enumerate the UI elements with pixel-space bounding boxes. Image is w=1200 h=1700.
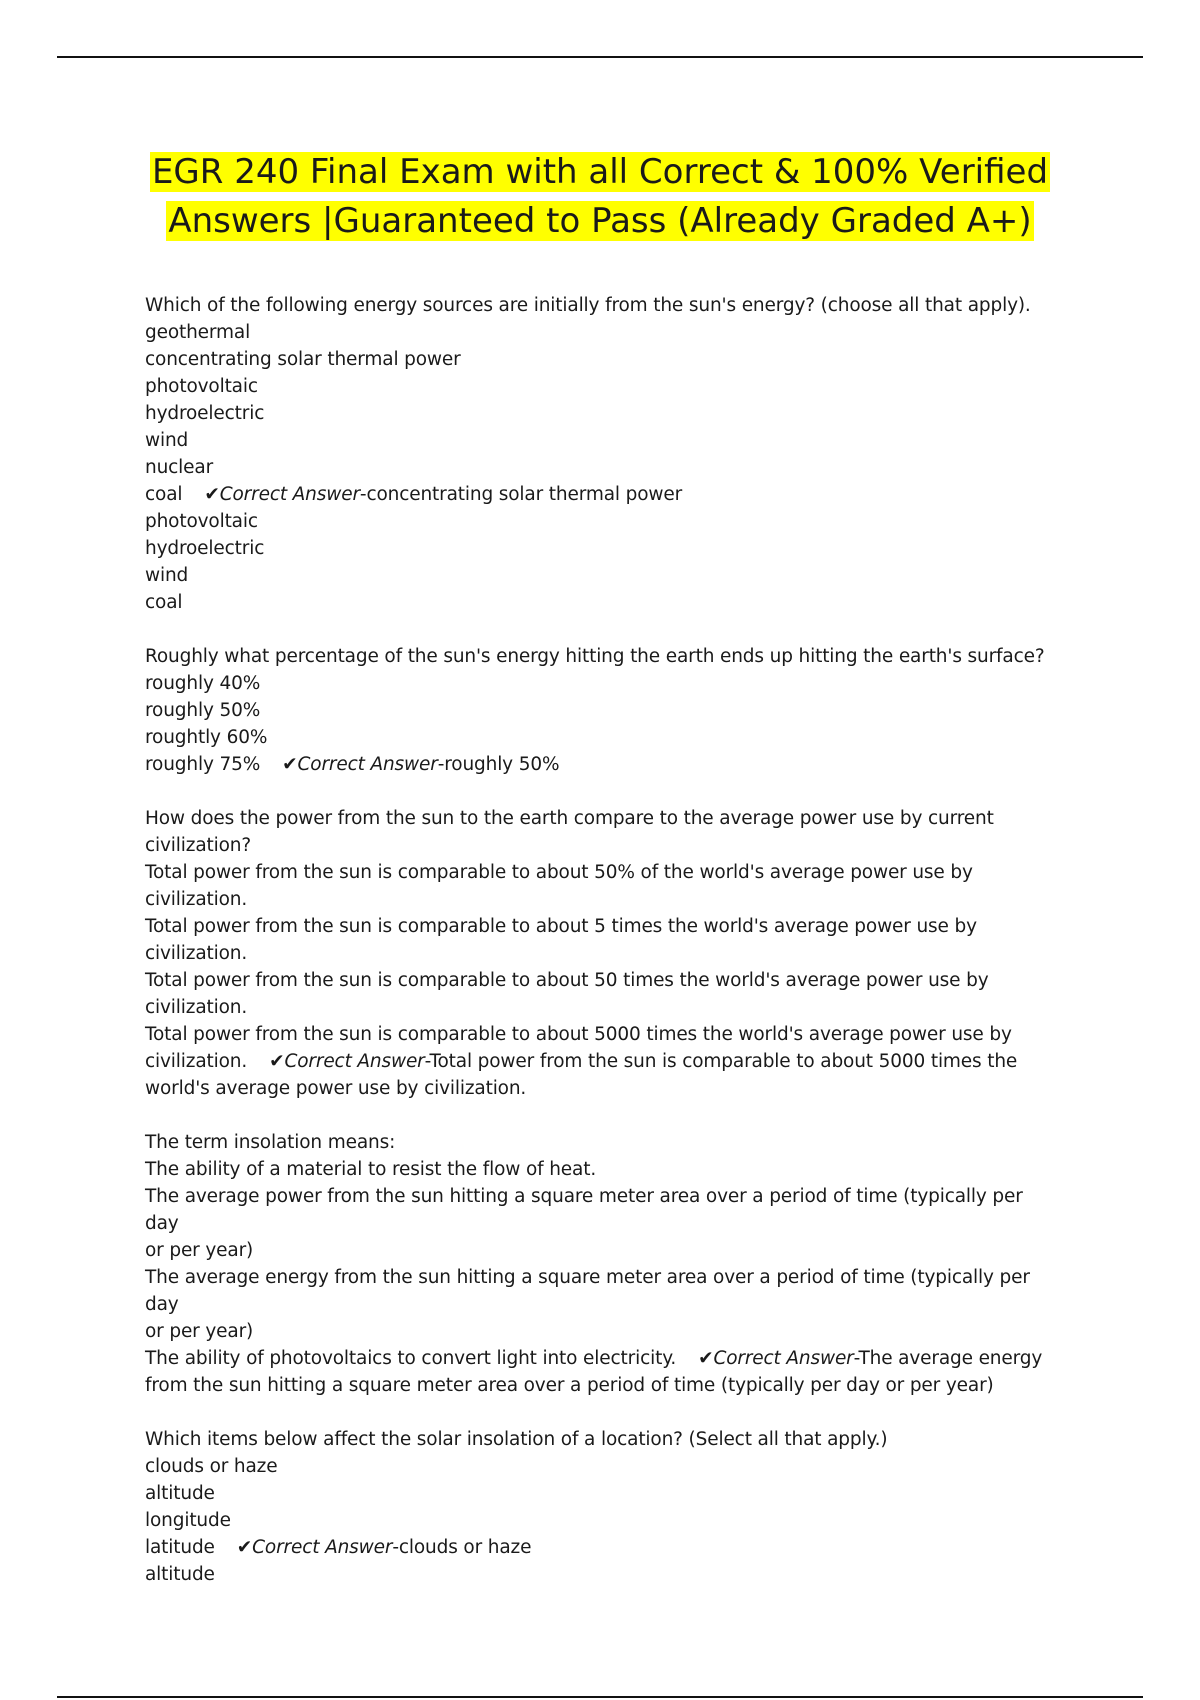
question-block-1	[145, 292, 1045, 616]
option-text: The average energy from the sun hitting a square meter area over a period of time (typically per day	[145, 1267, 1030, 1315]
question-block-2	[145, 643, 1045, 778]
option-text: concentrating solar thermal power	[145, 349, 461, 370]
option-text: hydroelectric	[145, 403, 265, 424]
question-block-4	[145, 1129, 1045, 1399]
answer-line	[145, 1345, 1045, 1372]
answer-text: from the sun hitting a square meter area over a period of time (typically per day or per year)	[145, 1375, 994, 1396]
answer-text: wind	[145, 565, 189, 586]
answer-line	[145, 751, 1045, 778]
top-rule	[57, 56, 1143, 58]
answer-text: -The average energy	[853, 1348, 1043, 1369]
option-text: The ability of photovoltaics to convert light into electricity.	[145, 1348, 677, 1369]
answer-text: -Total power from the sun is comparable to about 5000 times the	[424, 1051, 1018, 1072]
option-text: civilization.	[145, 997, 248, 1018]
answer-text: hydroelectric	[145, 538, 265, 559]
document-title	[100, 148, 1100, 246]
answer-text: photovoltaic	[145, 511, 258, 532]
option-text: The average power from the sun hitting a square meter area over a period of time (typically per day	[145, 1186, 1023, 1234]
option-text: latitude	[145, 1537, 215, 1558]
option-text: civilization.	[145, 889, 248, 910]
option-text: geothermal	[145, 322, 251, 343]
question-text: Which items below affect the solar insolation of a location? (Select all that apply.)	[145, 1429, 888, 1450]
option-text: Total power from the sun is comparable to about 5000 times the world's average power use by	[145, 1024, 1012, 1045]
option-text: coal	[145, 484, 183, 505]
option-text: longitude	[145, 1510, 231, 1531]
option-text: photovoltaic	[145, 376, 258, 397]
option-text: roughly 50%	[145, 700, 261, 721]
option-text: or per year)	[145, 1240, 254, 1261]
correct-answer-label: Correct Answer	[284, 1051, 425, 1072]
option-text: roughly 40%	[145, 673, 261, 694]
question-text: Which of the following energy sources are initially from the sun's energy? (choose all that apply).	[145, 295, 1031, 316]
option-text: civilization.	[145, 943, 248, 964]
answer-text: -concentrating solar thermal power	[359, 484, 683, 505]
question-text: How does the power from the sun to the earth compare to the average power use by current	[145, 808, 994, 829]
title-line-1: EGR 240 Final Exam with all Correct & 100% Verified	[151, 152, 1049, 192]
answer-text: coal	[145, 592, 183, 613]
answer-line	[145, 481, 1045, 508]
answer-text: world's average power use by civilization.	[145, 1078, 527, 1099]
option-text: Total power from the sun is comparable to about 50 times the world's average power use by	[145, 970, 989, 991]
option-text: roughly 75%	[145, 754, 261, 775]
checkmark-icon: ✔	[204, 484, 220, 505]
question-text: Roughly what percentage of the sun's energy hitting the earth ends up hitting the earth's surface?	[145, 646, 1045, 667]
checkmark-icon: ✔	[282, 754, 298, 775]
option-text: clouds or haze	[145, 1456, 278, 1477]
bottom-rule	[57, 1696, 1143, 1698]
document-body	[145, 292, 1045, 1615]
checkmark-icon: ✔	[698, 1348, 714, 1369]
option-text: The ability of a material to resist the flow of heat.	[145, 1159, 597, 1180]
answer-text: -clouds or haze	[392, 1537, 532, 1558]
option-text: altitude	[145, 1483, 215, 1504]
option-text: roughtly 60%	[145, 727, 268, 748]
answer-line	[145, 1534, 1045, 1561]
option-text: Total power from the sun is comparable to about 50% of the world's average power use by	[145, 862, 973, 883]
option-text: Total power from the sun is comparable to about 5 times the world's average power use by	[145, 916, 977, 937]
option-text: nuclear	[145, 457, 214, 478]
question-text: civilization?	[145, 835, 252, 856]
checkmark-icon: ✔	[269, 1051, 285, 1072]
option-text: civilization.	[145, 1051, 248, 1072]
answer-line	[145, 1048, 1045, 1075]
answer-text: -roughly 50%	[437, 754, 560, 775]
correct-answer-label: Correct Answer	[297, 754, 438, 775]
checkmark-icon: ✔	[236, 1537, 253, 1558]
title-line-2: Answers |Guaranteed to Pass (Already Graded A+)	[168, 201, 1032, 241]
correct-answer-label: Correct Answer	[713, 1348, 854, 1369]
answer-text: altitude	[145, 1564, 215, 1585]
correct-answer-label: Correct Answer	[252, 1537, 393, 1558]
question-block-3	[145, 805, 1045, 1102]
option-text: wind	[145, 430, 189, 451]
correct-answer-label: Correct Answer	[219, 484, 360, 505]
option-text: or per year)	[145, 1321, 254, 1342]
question-block-5	[145, 1426, 1045, 1588]
question-text: The term insolation means:	[145, 1132, 396, 1153]
